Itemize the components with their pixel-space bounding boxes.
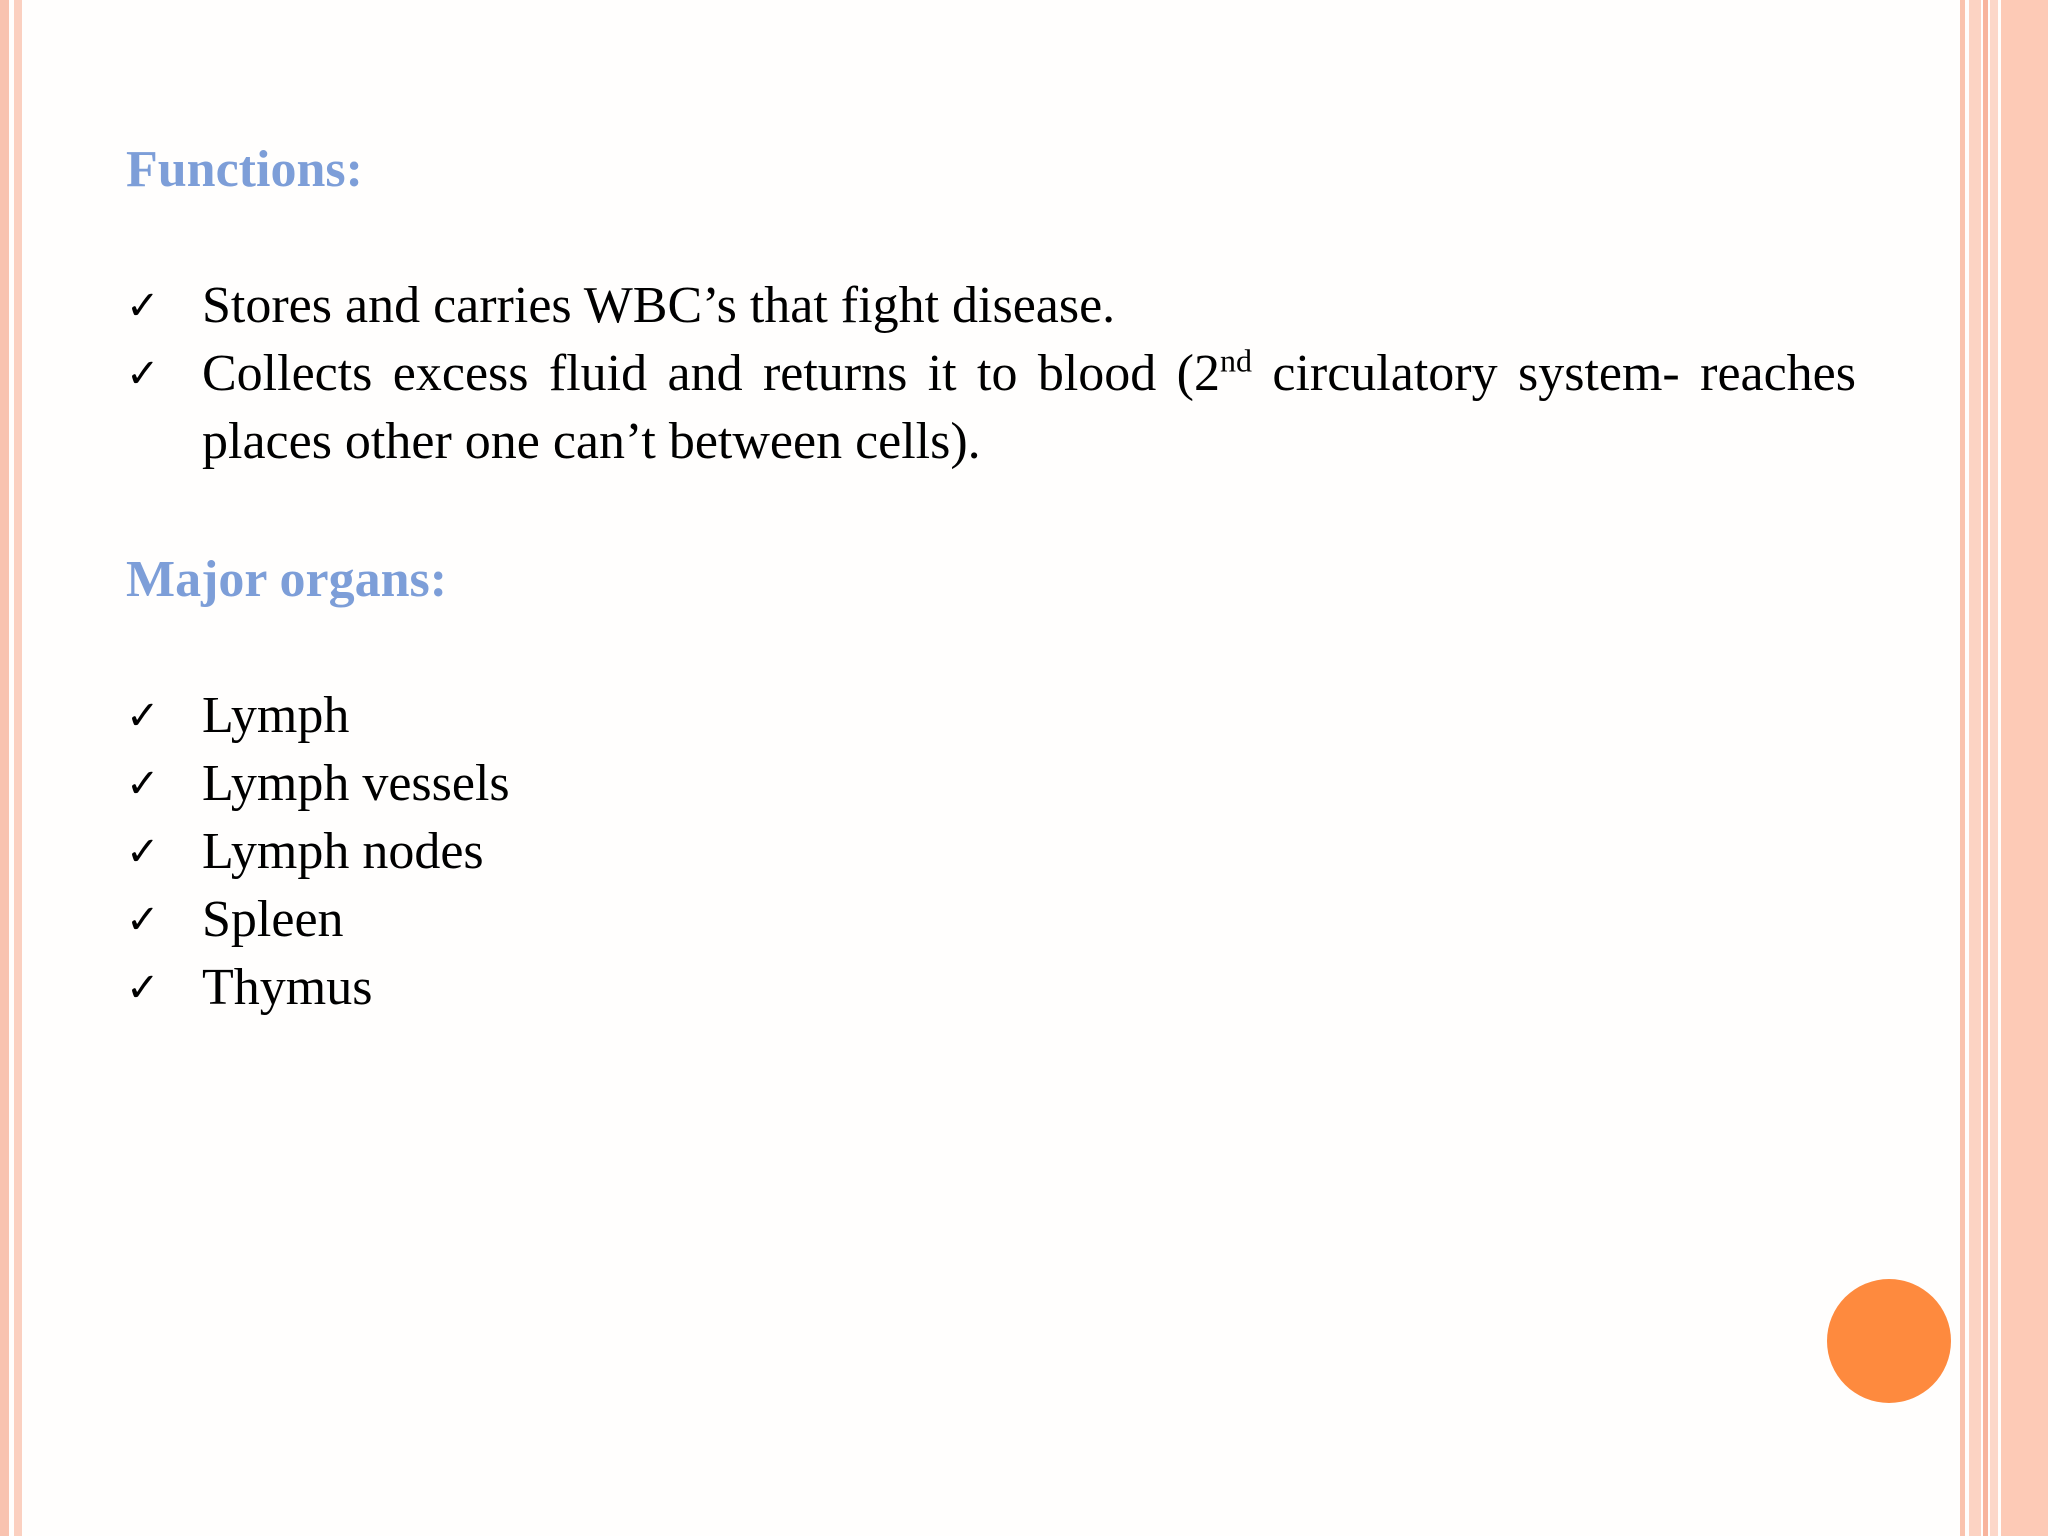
right-border-stripe (1969, 0, 1981, 1536)
functions-list (126, 272, 1856, 476)
organ-text: Lymph (202, 687, 350, 744)
check-mark-icon: ✓ (126, 351, 160, 397)
check-mark-icon: ✓ (126, 693, 160, 739)
functions-heading: Functions: (126, 141, 363, 198)
superscript: nd (1220, 342, 1252, 379)
left-border-stripe (0, 0, 9, 1536)
function-text-continued: circulatory system- reaches places other one can’t between cells). (202, 345, 1856, 470)
check-mark-icon: ✓ (126, 283, 160, 329)
function-text: Stores and carries WBC’s that fight disease. (202, 277, 1116, 334)
list-item (126, 750, 1326, 818)
list-item (126, 340, 1856, 476)
list-item (126, 818, 1326, 886)
major-organs-list (126, 682, 1326, 1022)
check-mark-icon: ✓ (126, 965, 160, 1011)
major-organs-heading: Major organs: (126, 551, 448, 608)
right-border-stripe (2001, 0, 2048, 1536)
orange-circle-decoration (1827, 1279, 1951, 1403)
organ-text: Lymph nodes (202, 823, 484, 880)
organ-text: Spleen (202, 891, 344, 948)
check-mark-icon: ✓ (126, 761, 160, 807)
left-border-stripe (14, 0, 22, 1536)
check-mark-icon: ✓ (126, 897, 160, 943)
list-item (126, 886, 1326, 954)
organ-text: Thymus (202, 959, 373, 1016)
list-item (126, 954, 1326, 1022)
organ-text: Lymph vessels (202, 755, 510, 812)
check-mark-icon: ✓ (126, 829, 160, 875)
right-border-stripe (1983, 0, 1988, 1536)
list-item (126, 272, 1856, 340)
right-border-stripe (1960, 0, 1965, 1536)
right-border-stripe (1990, 0, 1998, 1536)
list-item (126, 682, 1326, 750)
function-text: Collects excess fluid and returns it to blood (2 (202, 345, 1220, 402)
